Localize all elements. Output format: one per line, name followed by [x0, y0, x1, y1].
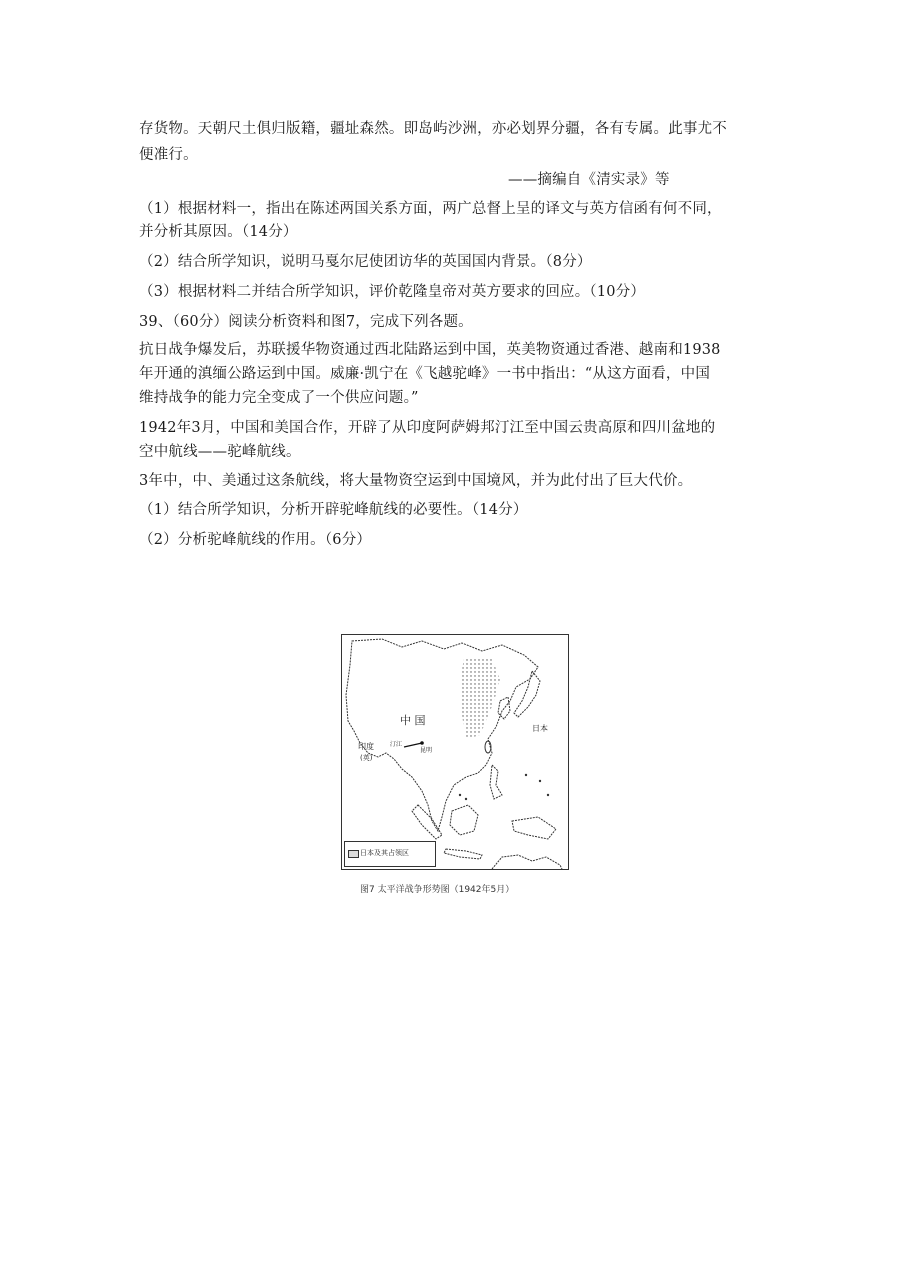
source-citation: ——摘编自《清实录》等: [508, 172, 670, 188]
map-caption: 图7 太平洋战争形势图（1942年5月）: [360, 885, 515, 895]
text-line-11: 维持战争的能力完全变成了一个供应问题。”: [139, 390, 419, 406]
legend-text: 日本及其占领区: [360, 849, 409, 857]
japan-islands: [514, 671, 540, 717]
text-line-5: 并分析其原因。（14分）: [139, 224, 298, 240]
text-line-10: 年开通的滇缅公路运到中国。威廉·凯宁在《飞越驼峰》一书中指出：“从这方面看，中国: [139, 366, 711, 382]
map-drawing: [342, 635, 568, 869]
map-label-china: 中 国: [400, 714, 426, 727]
map-label-kunming: 昆明: [420, 747, 433, 754]
text-line-2: 便准行。: [139, 147, 198, 163]
text-line-1: 存货物。天朝尺土俱归版籍，疆址森然。即岛屿沙洲，亦必划界分疆，各有专属。此事尤不: [139, 121, 727, 137]
philippines: [490, 765, 502, 799]
text-line-12: 1942年3月，中国和美国合作，开辟了从印度阿萨姆邦汀江至中国云贵高原和四川盆地的: [139, 420, 716, 436]
australia-coast: [492, 855, 562, 869]
text-line-13: 空中航线——驼峰航线。: [139, 444, 301, 460]
text-line-7: （3）根据材料二并结合所学知识，评价乾隆皇帝对英方要求的回应。（10分）: [139, 284, 646, 300]
borneo-island: [450, 805, 478, 835]
pacific-war-map: [341, 634, 569, 870]
legend-swatch: [348, 850, 359, 858]
text-line-9: 抗日战争爆发后，苏联援华物资通过西北陆路运到中国，英美物资通过香港、越南和1938: [139, 342, 721, 358]
question-39-heading: 39、（60分）阅读分析资料和图7，完成下列各题。: [139, 314, 473, 330]
map-label-india-sub: (英): [360, 754, 373, 762]
asia-coastline: [346, 639, 538, 831]
text-line-15: （1）结合所学知识，分析开辟驼峰航线的必要性。（14分）: [139, 502, 528, 518]
occupied-region: [460, 657, 500, 739]
map-label-india: 印度: [358, 742, 374, 751]
map-label-dingjiang: 汀江: [390, 741, 403, 748]
text-line-16: （2）分析驼峰航线的作用。（6分）: [139, 532, 372, 548]
sumatra-island: [412, 805, 442, 839]
text-line-14: 3年中，中、美通过这条航线，将大量物资空运到中国境风，并为此付出了巨大代价。: [139, 473, 693, 489]
text-line-6: （2）结合所学知识，说明马戛尔尼使团访华的英国国内背景。（8分）: [139, 254, 592, 270]
korea-peninsula: [498, 697, 510, 719]
map-legend: [344, 841, 436, 867]
new-guinea: [512, 817, 556, 839]
text-line-4: （1）根据材料一，指出在陈述两国关系方面，两广总督上呈的译文与英方信函有何不同，: [139, 201, 722, 217]
java-island: [444, 849, 482, 859]
map-label-japan: 日本: [532, 724, 548, 733]
